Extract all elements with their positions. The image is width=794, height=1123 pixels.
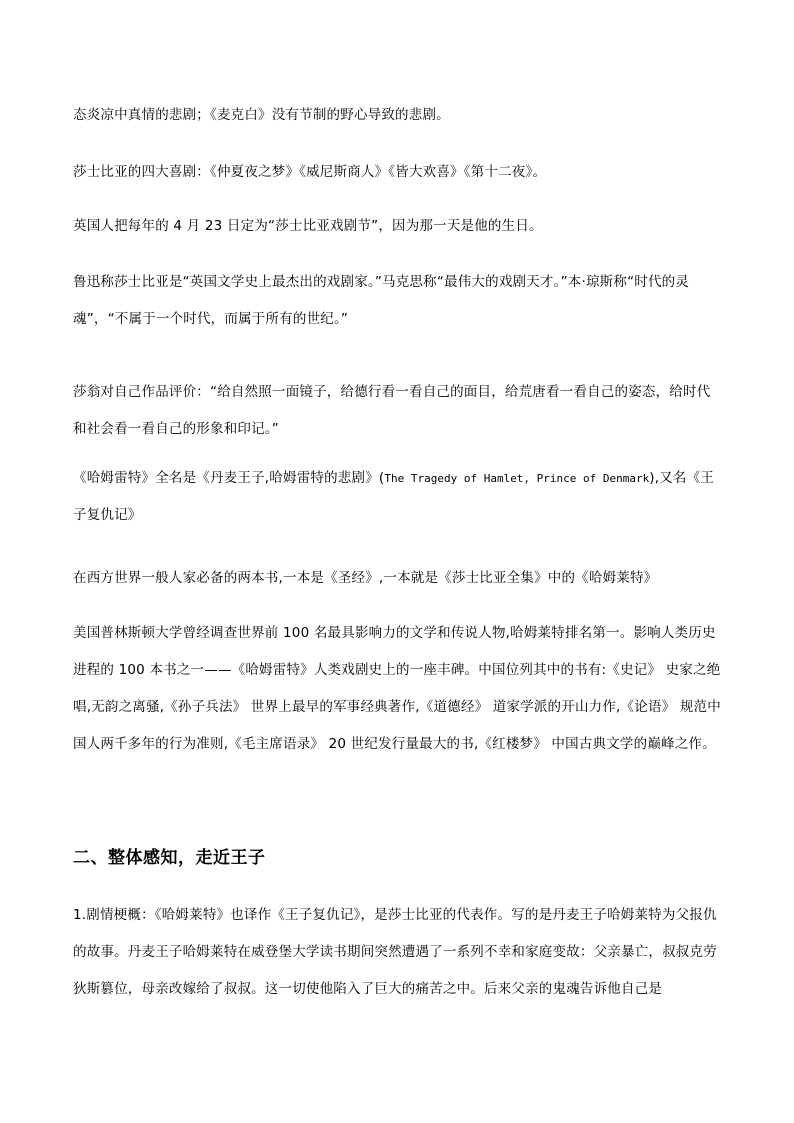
paragraph-two-books: 在西方世界一般人家必备的两本书,一本是《圣经》,一本就是《莎士比亚全集》中的《哈姆莱特》 <box>73 570 658 586</box>
paragraph-four-comedies: 莎士比亚的四大喜剧：《仲夏夜之梦》《威尼斯商人》《皆大欢喜》《第十二夜》。 <box>73 164 547 180</box>
paragraph-drama-festival: 英国人把每年的 4 月 23 日定为“莎士比亚戏剧节”，因为那一天是他的生日。 <box>73 218 543 234</box>
paragraph-tragedies-end: 态炎凉中真情的悲剧；《麦克白》没有节制的野心导致的悲剧。 <box>73 107 450 123</box>
paragraph-praise-quotes: 鲁迅称莎士比亚是“英国文学史上最杰出的戏剧家。”马克思称“最伟大的戏剧天才。”本·琼斯称“时代的灵魂”，“不属于一个时代，而属于所有的世纪。” <box>73 274 690 327</box>
section-heading: 二、整体感知，走近王子 <box>73 848 266 868</box>
full-title-suffix: ),又名《王子复仇记》 <box>73 470 715 523</box>
paragraph-self-evaluation: 莎翁对自己作品评价：“给自然照一面镜子，给德行看一看自己的面目，给荒唐看一看自己的姿态，给时代和社会看一看自己的形象和印记。” <box>73 384 711 437</box>
full-title-prefix: 《哈姆雷特》全名是《丹麦王子,哈姆雷特的悲剧》( <box>73 470 385 486</box>
paragraph-full-title <box>73 460 723 534</box>
paragraph-princeton-survey: 美国普林斯顿大学曾经调查世界前 100 名最具影响力的文学和传说人物,哈姆莱特排名第一。影响人类历史进程的 100 本书之一——《哈姆雷特》人类戏剧史上的一座丰碑。中国位列其中的书有:《史记》 史家之绝唱,无韵之离骚,《孙子兵法》 世界上最早的军事经典著作,《道德经》 道家学派的开山力作,《论语》 规范中国人两千多年的行为准则,《毛主席语录》 20 世纪发行量最大的书,《红楼梦》 中国古典文学的巅峰之作。 <box>73 625 721 752</box>
paragraph-plot-summary: 1.剧情梗概：《哈姆莱特》也译作《王子复仇记》，是莎士比亚的代表作。写的是丹麦王子哈姆莱特为父报仇的故事。丹麦王子哈姆莱特在威登堡大学读书期间突然遭遇了一系列不幸和家庭变故：父亲暴亡，叔叔克劳狄斯篡位，母亲改嫁给了叔叔。这一切使他陷入了巨大的痛苦之中。后来父亲的鬼魂告诉他自己是 <box>73 907 717 997</box>
english-title: The Tragedy of Hamlet, Prince of Denmark <box>384 472 650 485</box>
